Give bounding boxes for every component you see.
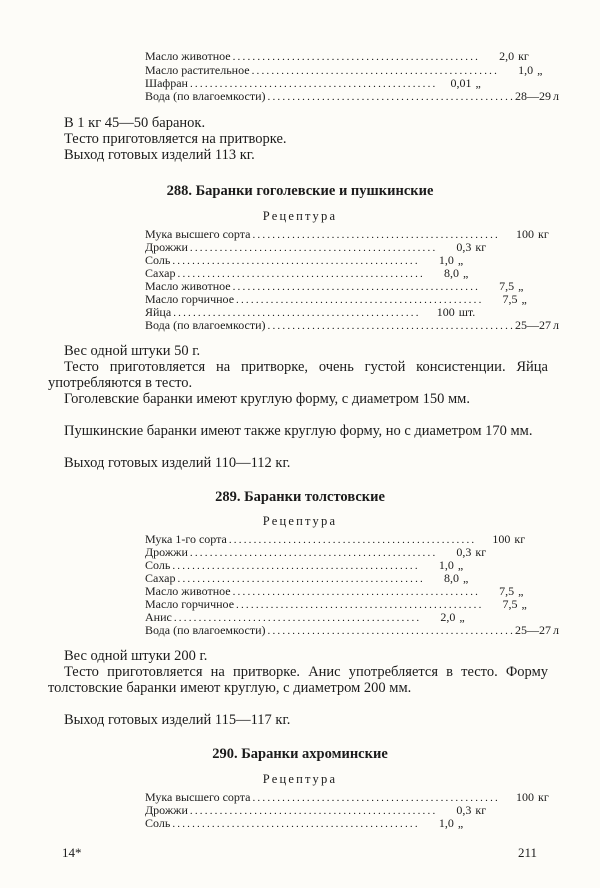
ingredient-row: Дрожжи .................................................. 0,3 кг bbox=[145, 803, 487, 817]
signature-mark: 14* bbox=[62, 845, 82, 860]
note-paragraph: Выход готовых изделий 115—117 кг. bbox=[64, 712, 291, 728]
note-paragraph: Гоголевские баранки имеют круглую форму, с диаметром 150 мм. bbox=[64, 391, 470, 407]
note-paragraph: Выход готовых изделий 110—112 кг. bbox=[64, 455, 291, 471]
ingredient-row: Соль .................................................. 1,0 „ bbox=[145, 816, 464, 830]
note-paragraph: Вес одной штуки 50 г. bbox=[64, 343, 201, 359]
note-paragraph: Тесто приготовляется на притворке. bbox=[64, 131, 287, 147]
ingredient-row: Мука 1-го сорта .................................................. 100 кг bbox=[145, 532, 526, 546]
recipe-title: 289. Баранки толстовские bbox=[215, 489, 385, 505]
ingredient-row: Масло растительное .................................................. 1,0 „ bbox=[145, 63, 543, 77]
ingredient-row: Мука высшего сорта .................................................. 100 кг bbox=[145, 227, 549, 241]
ingredient-row: Масло горчичное .................................................. 7,5 „ bbox=[145, 597, 527, 611]
ingredient-row: Дрожжи .................................................. 0,3 кг bbox=[145, 240, 487, 254]
ingredient-row: Вода (по влагоемкости) .................................................. 25—27 л bbox=[145, 318, 560, 332]
ingredient-row: Масло животное .................................................. 7,5 „ bbox=[145, 584, 524, 598]
ingredient-row: Яйца .................................................. 100 шт. bbox=[145, 305, 476, 319]
note-paragraph: Выход готовых изделий 113 кг. bbox=[64, 147, 255, 163]
ingredient-row: Соль .................................................. 1,0 „ bbox=[145, 558, 464, 572]
ingredient-row: Сахар .................................................. 8,0 „ bbox=[145, 266, 469, 280]
recipe-subtitle: Рецептура bbox=[262, 772, 338, 786]
note-paragraph: Вес одной штуки 200 г. bbox=[64, 648, 208, 664]
ingredient-row: Масло животное .................................................. 7,5 „ bbox=[145, 279, 524, 293]
ingredient-row: Масло горчичное .................................................. 7,5 „ bbox=[145, 292, 527, 306]
recipe-subtitle: Рецептура bbox=[262, 209, 338, 223]
note-paragraph: Тесто приготовляется на притворке, очень густой консистенции. Яйца употребляются в тесто. bbox=[48, 359, 548, 391]
ingredient-row: Вода (по влагоемкости) .................................................. 25—27 л bbox=[145, 623, 560, 637]
ingredient-row: Вода (по влагоемкости) .................................................. 28—29 л bbox=[145, 89, 560, 103]
ingredient-row: Мука высшего сорта .................................................. 100 кг bbox=[145, 790, 549, 804]
page-number: 211 bbox=[518, 845, 538, 860]
ingredient-row: Дрожжи .................................................. 0,3 кг bbox=[145, 545, 487, 559]
recipe-subtitle: Рецептура bbox=[262, 514, 338, 528]
recipe-title: 290. Баранки ахроминские bbox=[212, 746, 388, 762]
ingredient-row: Сахар .................................................. 8,0 „ bbox=[145, 571, 469, 585]
ingredient-row: Масло животное .................................................. 2,0 кг bbox=[145, 49, 529, 63]
ingredient-row: Соль .................................................. 1,0 „ bbox=[145, 253, 464, 267]
note-paragraph: В 1 кг 45—50 баранок. bbox=[64, 115, 206, 131]
note-paragraph: Пушкинские баранки имеют также круглую форму, но с диаметром 170 мм. bbox=[64, 423, 533, 439]
ingredient-row: Шафран .................................................. 0,01 „ bbox=[145, 76, 481, 90]
ingredient-row: Анис .................................................. 2,0 „ bbox=[145, 610, 465, 624]
note-paragraph: Тесто приготовляется на притворке. Анис употребляется в тесто. Форму толстовские баранки имеют круглую, с диаметром 200 мм. bbox=[48, 664, 548, 696]
recipe-title: 288. Баранки гоголевские и пушкинские bbox=[166, 183, 434, 199]
